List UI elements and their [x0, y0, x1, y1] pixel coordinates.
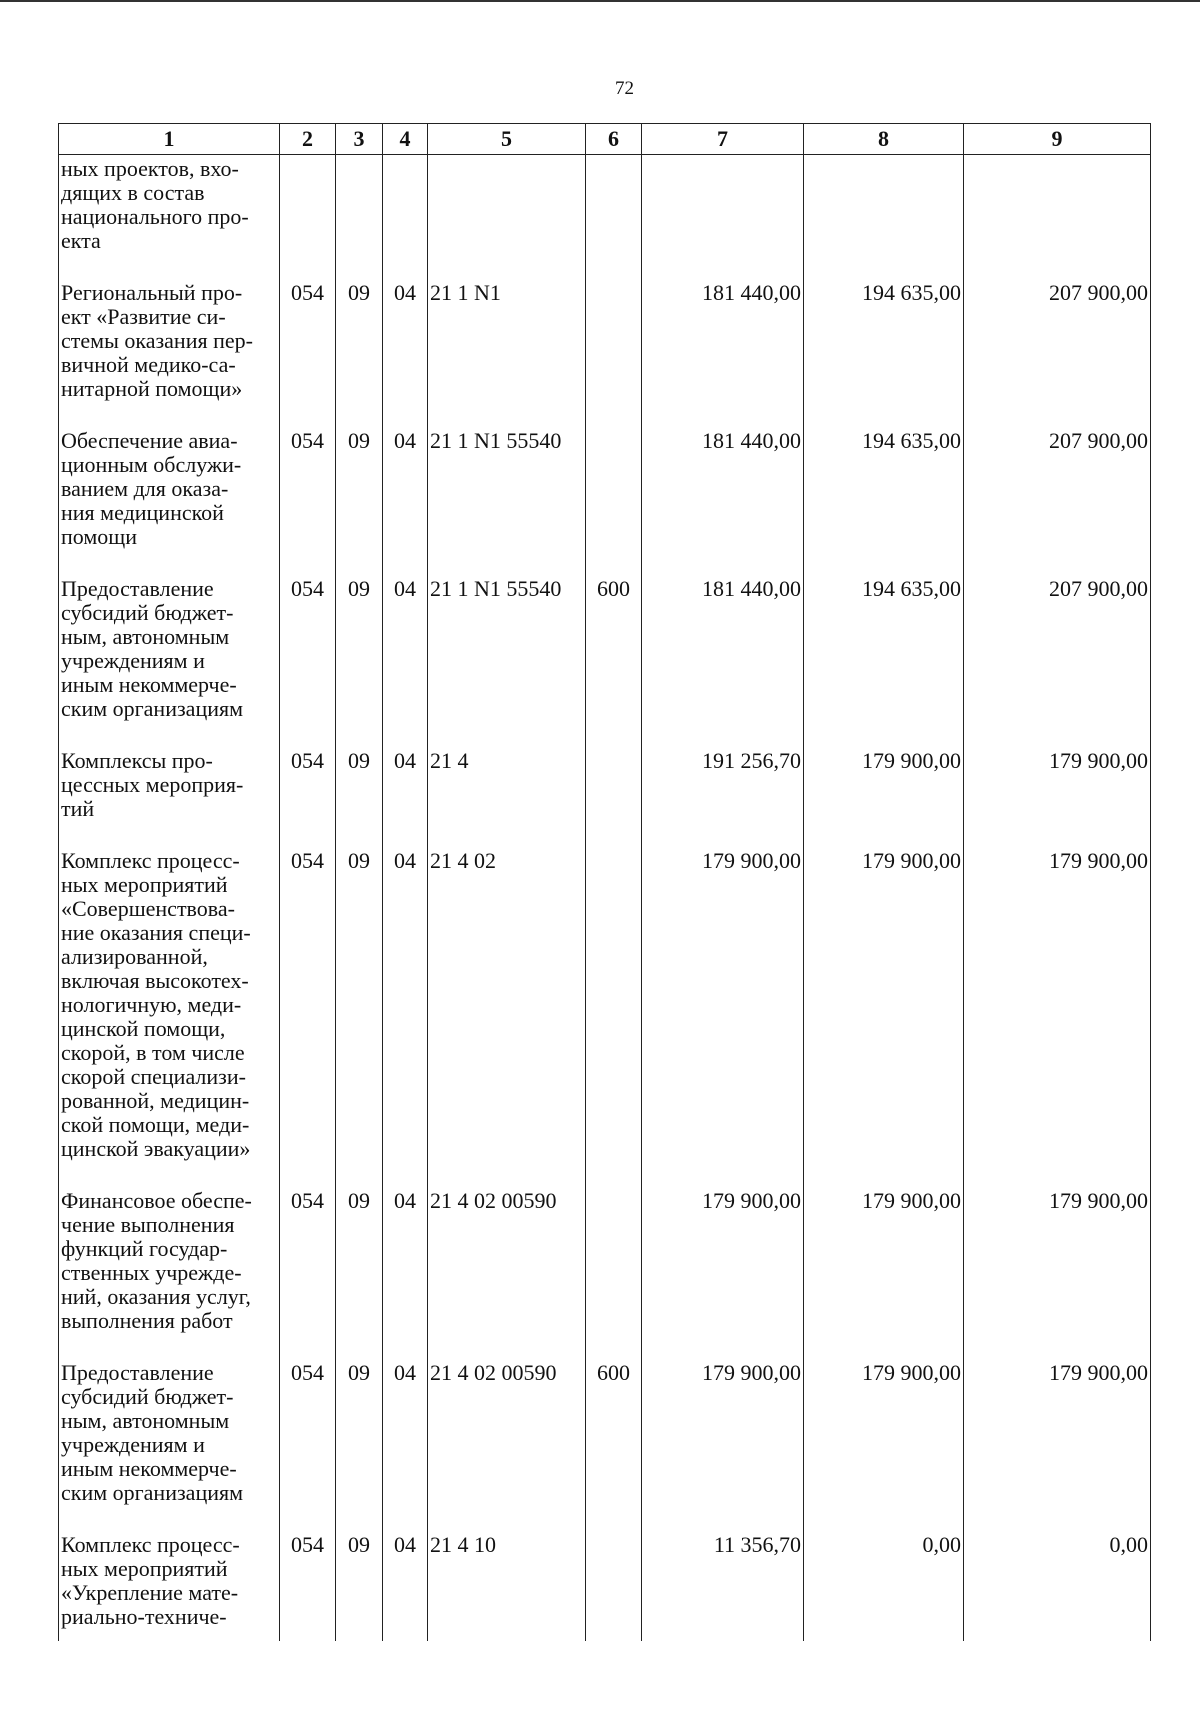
cell-ministry-code: 054: [280, 277, 336, 425]
cell-amount-year-2: 0,00: [804, 1529, 964, 1641]
table-row: [59, 745, 1151, 845]
cell-item-name: [59, 425, 280, 573]
cell-subsection: 04: [383, 277, 428, 425]
cell-item-name: [59, 845, 280, 1185]
item-name-line: «Укрепление мате-: [61, 1580, 239, 1605]
item-name-line: Финансовое обеспе-: [61, 1188, 252, 1213]
cell-target-article: 21 4 02 00590: [428, 1357, 586, 1529]
item-name-line: «Совершенствова-: [61, 896, 235, 921]
cell-section: 09: [336, 845, 383, 1185]
cell-amount-year-1: 191 256,70: [642, 745, 804, 845]
item-name-line: ных мероприятий: [61, 872, 228, 897]
cell-amount-year-3: 179 900,00: [964, 845, 1151, 1185]
item-name-line: функций государ-: [61, 1236, 228, 1261]
cell-amount-year-3: 179 900,00: [964, 1185, 1151, 1357]
item-name-line: цинской эвакуации»: [61, 1136, 251, 1161]
cell-amount-year-2: [804, 155, 964, 278]
cell-amount-year-1: 181 440,00: [642, 277, 804, 425]
cell-section: [336, 155, 383, 278]
item-name-line: Предоставление: [61, 1360, 214, 1385]
cell-amount-year-2: 194 635,00: [804, 277, 964, 425]
column-header: 5: [428, 124, 586, 155]
item-name-line: субсидий бюджет-: [61, 1384, 234, 1409]
cell-amount-year-3: 179 900,00: [964, 1357, 1151, 1529]
item-name-line: иным некоммерче-: [61, 1456, 237, 1481]
cell-expense-type: [586, 277, 642, 425]
cell-target-article: 21 1 N1: [428, 277, 586, 425]
cell-expense-type: [586, 845, 642, 1185]
cell-amount-year-3: 179 900,00: [964, 745, 1151, 845]
cell-ministry-code: 054: [280, 1357, 336, 1529]
item-name-line: скорой, в том числе: [61, 1040, 245, 1065]
cell-amount-year-1: 181 440,00: [642, 425, 804, 573]
item-name-line: ние оказания специ-: [61, 920, 251, 945]
cell-subsection: 04: [383, 1185, 428, 1357]
item-name-line: цессных мероприя-: [61, 772, 244, 797]
cell-subsection: 04: [383, 425, 428, 573]
cell-ministry-code: 054: [280, 745, 336, 845]
item-name-line: ным, автономным: [61, 1408, 230, 1433]
table-row: [59, 1185, 1151, 1357]
item-name-line: риально-техниче-: [61, 1604, 227, 1629]
cell-subsection: 04: [383, 573, 428, 745]
cell-target-article: 21 4: [428, 745, 586, 845]
cell-amount-year-2: 179 900,00: [804, 745, 964, 845]
cell-target-article: 21 4 02 00590: [428, 1185, 586, 1357]
table-body: [59, 155, 1151, 1642]
column-header: 1: [59, 124, 280, 155]
cell-target-article: [428, 155, 586, 278]
cell-ministry-code: 054: [280, 845, 336, 1185]
item-name-line: национального про-: [61, 204, 249, 229]
item-name-line: ской помощи, меди-: [61, 1112, 250, 1137]
cell-amount-year-1: 11 356,70: [642, 1529, 804, 1641]
cell-subsection: [383, 155, 428, 278]
cell-item-name: [59, 573, 280, 745]
cell-amount-year-1: 179 900,00: [642, 1185, 804, 1357]
cell-section: 09: [336, 1185, 383, 1357]
cell-subsection: 04: [383, 745, 428, 845]
item-name-line: нитарной помощи»: [61, 376, 243, 401]
item-name-line: ния медицинской: [61, 500, 224, 525]
column-header: 2: [280, 124, 336, 155]
item-name-line: Комплексы про-: [61, 748, 213, 773]
scan-edge-line: [0, 0, 1200, 2]
item-name-line: ционным обслужи-: [61, 452, 242, 477]
cell-ministry-code: 054: [280, 573, 336, 745]
cell-section: 09: [336, 1357, 383, 1529]
cell-expense-type: 600: [586, 573, 642, 745]
cell-amount-year-1: 179 900,00: [642, 845, 804, 1185]
column-header: 6: [586, 124, 642, 155]
cell-item-name: [59, 1185, 280, 1357]
table-row: [59, 573, 1151, 745]
cell-ministry-code: 054: [280, 425, 336, 573]
item-name-line: субсидий бюджет-: [61, 600, 234, 625]
cell-ministry-code: [280, 155, 336, 278]
cell-amount-year-1: [642, 155, 804, 278]
cell-expense-type: [586, 1185, 642, 1357]
item-name-line: Предоставление: [61, 576, 214, 601]
cell-amount-year-2: 194 635,00: [804, 573, 964, 745]
table-row: [59, 425, 1151, 573]
cell-amount-year-2: 179 900,00: [804, 1185, 964, 1357]
cell-amount-year-2: 194 635,00: [804, 425, 964, 573]
cell-amount-year-1: 181 440,00: [642, 573, 804, 745]
column-header: 4: [383, 124, 428, 155]
table-row: [59, 1357, 1151, 1529]
item-name-line: ным, автономным: [61, 624, 230, 649]
item-name-line: нологичную, меди-: [61, 992, 242, 1017]
cell-expense-type: 600: [586, 1357, 642, 1529]
item-name-line: учреждениям и: [61, 648, 205, 673]
item-name-line: ским организациям: [61, 696, 244, 721]
item-name-line: Обеспечение авиа-: [61, 428, 238, 453]
item-name-line: ственных учрежде-: [61, 1260, 242, 1285]
item-name-line: включая высокотех-: [61, 968, 249, 993]
cell-amount-year-1: 179 900,00: [642, 1357, 804, 1529]
cell-section: 09: [336, 573, 383, 745]
item-name-line: ект «Развитие си-: [61, 304, 226, 329]
cell-item-name: [59, 277, 280, 425]
cell-subsection: 04: [383, 1357, 428, 1529]
item-name-line: учреждениям и: [61, 1432, 205, 1457]
item-name-line: ний, оказания услуг,: [61, 1284, 251, 1309]
item-name-line: Комплекс процесс-: [61, 1532, 240, 1557]
cell-subsection: 04: [383, 1529, 428, 1641]
cell-section: 09: [336, 277, 383, 425]
cell-section: 09: [336, 745, 383, 845]
item-name-line: ским организациям: [61, 1480, 244, 1505]
column-header: 7: [642, 124, 804, 155]
cell-target-article: 21 1 N1 55540: [428, 425, 586, 573]
cell-expense-type: [586, 1529, 642, 1641]
item-name-line: ных мероприятий: [61, 1556, 228, 1581]
cell-ministry-code: 054: [280, 1185, 336, 1357]
cell-expense-type: [586, 425, 642, 573]
cell-item-name: [59, 1529, 280, 1641]
item-name-line: тий: [61, 796, 95, 821]
cell-section: 09: [336, 425, 383, 573]
table-row: [59, 155, 1151, 278]
cell-amount-year-2: 179 900,00: [804, 1357, 964, 1529]
cell-item-name: [59, 1357, 280, 1529]
cell-target-article: 21 1 N1 55540: [428, 573, 586, 745]
column-header: 8: [804, 124, 964, 155]
cell-item-name: [59, 745, 280, 845]
table-row: [59, 845, 1151, 1185]
item-name-line: выполнения работ: [61, 1308, 233, 1333]
cell-amount-year-2: 179 900,00: [804, 845, 964, 1185]
column-header: 9: [964, 124, 1151, 155]
cell-amount-year-3: 207 900,00: [964, 425, 1151, 573]
cell-amount-year-3: 207 900,00: [964, 277, 1151, 425]
item-name-line: Региональный про-: [61, 280, 243, 305]
item-name-line: стемы оказания пер-: [61, 328, 253, 353]
page-number: 72: [615, 78, 634, 99]
cell-target-article: 21 4 02: [428, 845, 586, 1185]
cell-item-name: [59, 155, 280, 278]
item-name-line: ванием для оказа-: [61, 476, 229, 501]
cell-expense-type: [586, 155, 642, 278]
item-name-line: ализированной,: [61, 944, 208, 969]
table-row: [59, 1529, 1151, 1641]
table-header-row: [59, 124, 1151, 155]
item-name-line: Комплекс процесс-: [61, 848, 240, 873]
item-name-line: вичной медико-са-: [61, 352, 236, 377]
cell-subsection: 04: [383, 845, 428, 1185]
cell-target-article: 21 4 10: [428, 1529, 586, 1641]
budget-table: [58, 123, 1151, 1641]
item-name-line: рованной, медицин-: [61, 1088, 250, 1113]
item-name-line: ных проектов, вхо-: [61, 156, 239, 181]
item-name-line: иным некоммерче-: [61, 672, 237, 697]
cell-amount-year-3: [964, 155, 1151, 278]
cell-amount-year-3: 207 900,00: [964, 573, 1151, 745]
item-name-line: помощи: [61, 524, 137, 549]
cell-section: 09: [336, 1529, 383, 1641]
cell-expense-type: [586, 745, 642, 845]
column-header: 3: [336, 124, 383, 155]
item-name-line: чение выполнения: [61, 1212, 235, 1237]
item-name-line: цинской помощи,: [61, 1016, 226, 1041]
cell-ministry-code: 054: [280, 1529, 336, 1641]
table-row: [59, 277, 1151, 425]
cell-amount-year-3: 0,00: [964, 1529, 1151, 1641]
item-name-line: дящих в состав: [61, 180, 205, 205]
item-name-line: скорой специализи-: [61, 1064, 246, 1089]
item-name-line: екта: [61, 228, 101, 253]
